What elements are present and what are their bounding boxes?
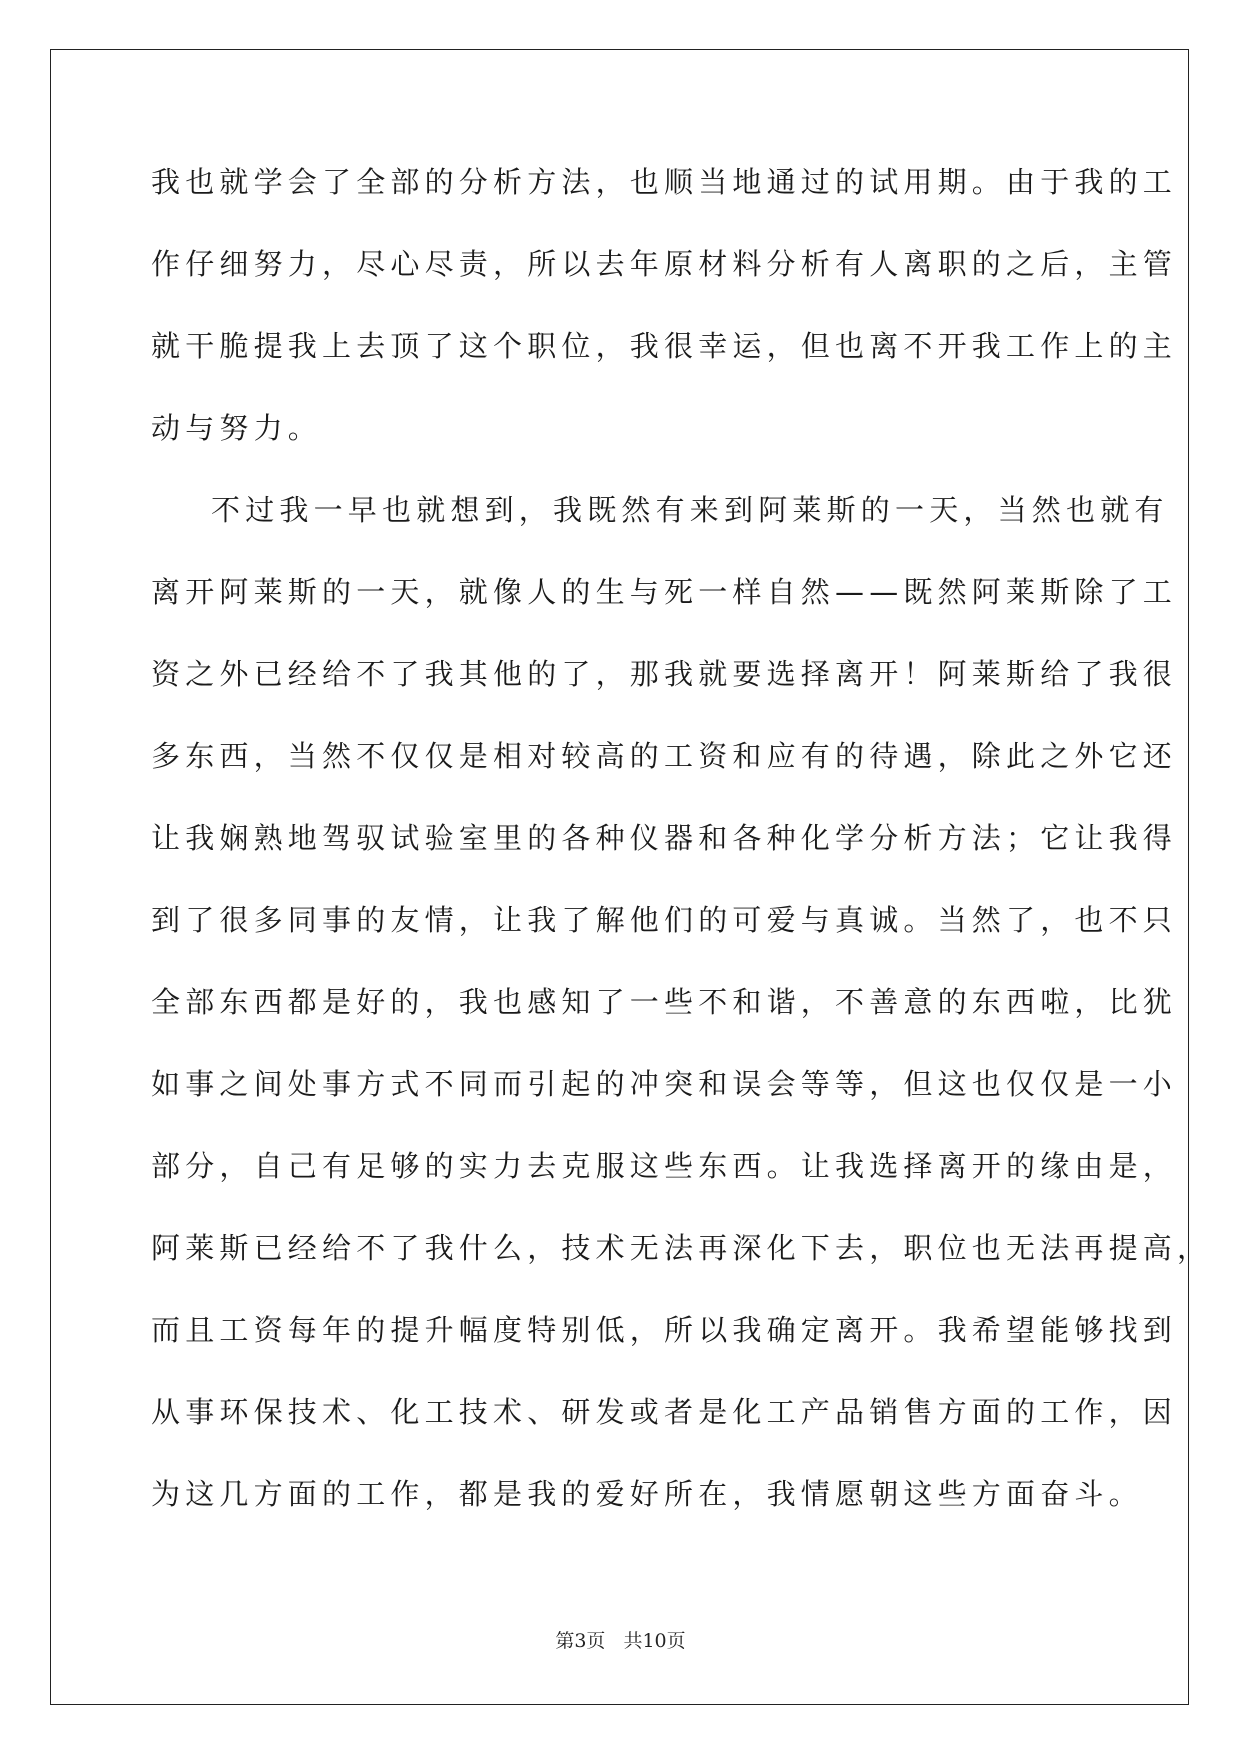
text-line: 资之外已经给不了我其他的了，那我就要选择离开！阿莱斯给了我很 xyxy=(151,657,1178,691)
text-line: 从事环保技术、化工技术、研发或者是化工产品销售方面的工作，因 xyxy=(151,1395,1178,1429)
text-line: 动与努力。 xyxy=(151,411,323,445)
text-line: 部分，自己有足够的实力去克服这些东西。让我选择离开的缘由是， xyxy=(151,1149,1178,1183)
document-body xyxy=(151,162,1212,1556)
text-line: 离开阿莱斯的一天，就像人的生与死一样自然——既然阿莱斯除了工 xyxy=(151,575,1178,609)
text-line: 阿莱斯已经给不了我什么，技术无法再深化下去，职位也无法再提高， xyxy=(151,1231,1212,1265)
text-line: 作仔细努力，尽心尽责，所以去年原材料分析有人离职的之后，主管 xyxy=(151,247,1178,281)
text-line: 而且工资每年的提升幅度特别低，所以我确定离开。我希望能够找到 xyxy=(151,1313,1178,1347)
text-line: 多东西，当然不仅仅是相对较高的工资和应有的待遇，除此之外它还 xyxy=(151,739,1178,773)
text-line: 我也就学会了全部的分析方法，也顺当地通过的试用期。由于我的工 xyxy=(151,165,1178,199)
text-line: 全部东西都是好的，我也感知了一些不和谐，不善意的东西啦，比犹 xyxy=(151,985,1178,1019)
page-footer xyxy=(0,1626,1241,1653)
text-line: 如事之间处事方式不同而引起的冲突和误会等等，但这也仅仅是一小 xyxy=(151,1067,1178,1101)
paragraph-start-line: 不过我一早也就想到，我既然有来到阿莱斯的一天，当然也就有 xyxy=(211,493,1169,527)
text-line: 就干脆提我上去顶了这个职位，我很幸运，但也离不开我工作上的主 xyxy=(151,329,1178,363)
page-total: 共10页 xyxy=(623,1630,686,1652)
page-number: 第3页 xyxy=(555,1630,606,1652)
text-line: 为这几方面的工作，都是我的爱好所在，我情愿朝这些方面奋斗。 xyxy=(151,1477,1143,1511)
text-line: 到了很多同事的友情，让我了解他们的可爱与真诚。当然了，也不只 xyxy=(151,903,1178,937)
text-line: 让我娴熟地驾驭试验室里的各种仪器和各种化学分析方法；它让我得 xyxy=(151,821,1178,855)
